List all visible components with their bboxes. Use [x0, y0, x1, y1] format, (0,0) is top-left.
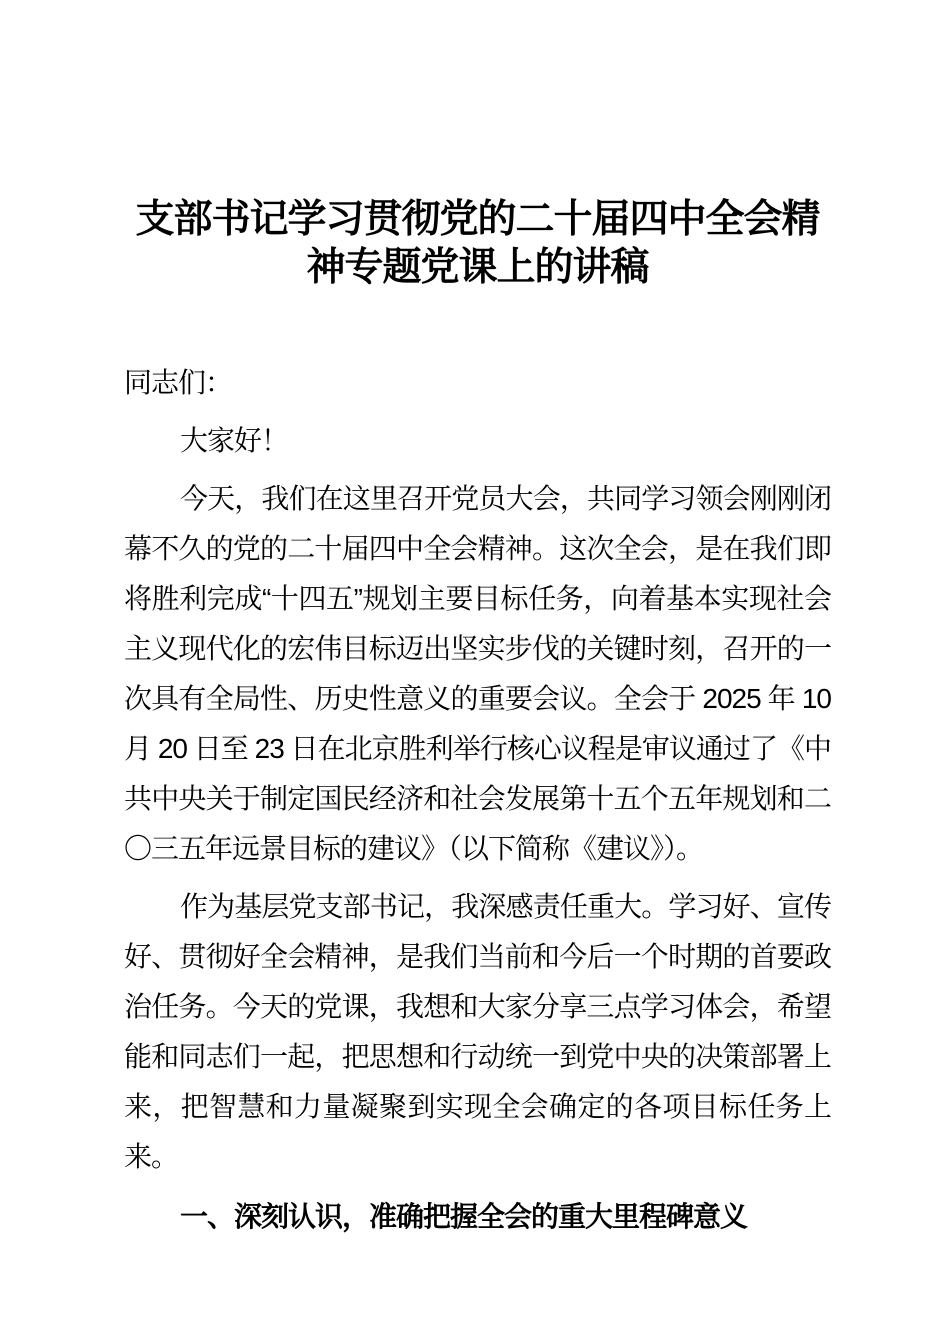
paragraph-greeting: 大家好！ — [180, 425, 289, 456]
paragraph-plenary-intro: 今天，我们在这里召开党员大会，共同学习领会刚刚闭幕不久的党的二十届四中全会精神。这次全会，是在我们即将胜利完成“十四五”规划主要目标任务，向着基本实现社会主义现代化的宏伟目标迈出坚实步伐的关键时刻，召开的一次具有全局性、历史性意义的重要会议。全会于 2025 年 10 月 20 日至 23 日在北京胜利举行核心议程是审议通过了《中共中央关于制定国民经济和社会发展第十五个五年规划和二〇三五年远景目标的建议》（以下简称《建议》）。 — [124, 483, 831, 864]
document-title: 支部书记学习贯彻党的二十届四中全会精神专题党课上的讲稿 — [135, 198, 820, 289]
section-heading-one: 一、深刻认识，准确把握全会的重大里程碑意义 — [180, 1201, 748, 1232]
salutation: 同志们： — [124, 367, 233, 398]
paragraph-branch-secretary: 作为基层党支部书记，我深感责任重大。学习好、宣传好、贯彻好全会精神，是我们当前和今后一个时期的首要政治任务。今天的党课，我想和大家分享三点学习体会，希望能和同志们一起，把思想和行动统一到党中央的决策部署上来，把智慧和力量凝聚到实现全会确定的各项目标任务上来。 — [124, 891, 831, 1172]
